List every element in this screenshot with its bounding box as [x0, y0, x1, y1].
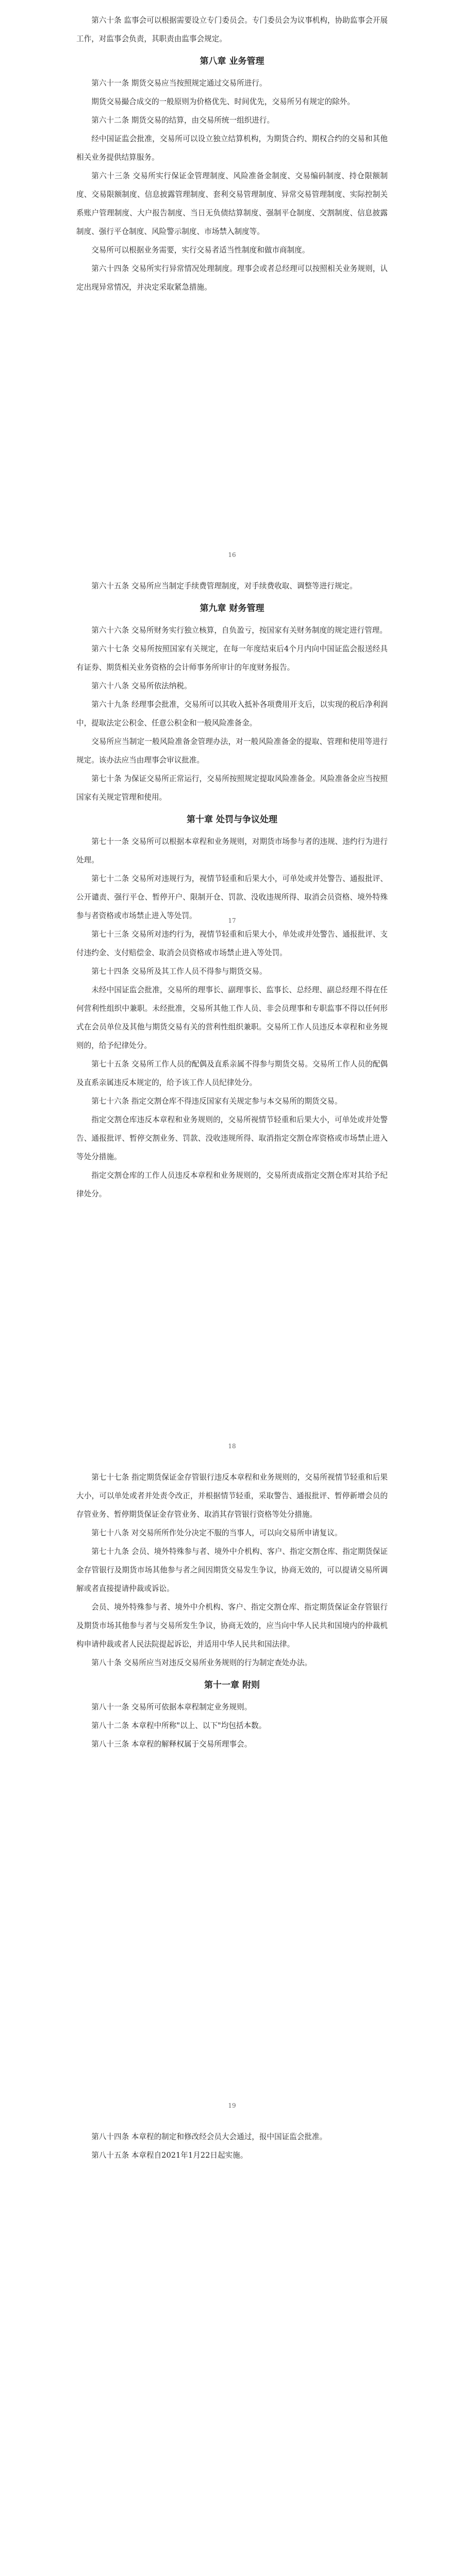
chapter-heading: 第八章 业务管理 — [200, 56, 264, 66]
chapter-heading: 第九章 财务管理 — [200, 603, 264, 614]
article-paragraph: 第八十三条 本章程的解释权属于交易所理事会。 — [91, 1740, 252, 1749]
article-paragraph: 第七十四条 交易所及其工作人员不得参与期货交易。 — [91, 967, 267, 976]
article-paragraph: 交易所应当制定一般风险准备金管理办法，对一般风险准备金的提取、管理和使用等进行规定。该办法应当由理事会审议批准。 — [76, 737, 388, 765]
article-paragraph: 交易所可以根据业务需要，实行交易者适当性制度和做市商制度。 — [91, 246, 310, 255]
article-paragraph: 第八十五条 本章程自2021年1月22日起实施。 — [91, 2151, 248, 2160]
page-4-content — [76, 2128, 388, 2165]
chapter-heading: 第十章 处罚与争议处理 — [187, 815, 277, 825]
article-paragraph: 第六十五条 交易所应当制定手续费管理制度，对手续费收取、调整等进行规定。 — [91, 582, 357, 590]
article-paragraph: 第八十二条 本章程中所称"以上、以下"均包括本数。 — [91, 1721, 267, 1730]
chapter-heading: 第十一章 附则 — [204, 1680, 260, 1690]
article-paragraph: 第八十条 交易所应当对违反交易所业务规则的行为制定查处办法。 — [91, 1658, 312, 1667]
article-paragraph: 第六十四条 交易所实行异常情况处理制度。理事会或者总经理可以按照相关业务规则，认定出现异常情况，并决定采取紧急措施。 — [76, 264, 388, 292]
article-paragraph: 未经中国证监会批准，交易所的理事长、副理事长、监事长、总经理、副总经理不得在任何营利性组织中兼职。未经批准，交易所其他工作人员、非会员理事和专职监事不得以任何形式在会员单位及其他与期货交易有关的营利性组织兼职。交易所工作人员违反本章程和业务规则的，给予纪律处分。 — [76, 986, 388, 1050]
article-paragraph: 期货交易撮合成交的一般原则为价格优先、时间优先，交易所另有规定的除外。 — [91, 97, 355, 106]
article-paragraph: 第六十九条 经理事会批准，交易所可以其收入抵补各项费用开支后，以实现的税后净利润中，提取法定公积金、任意公积金和一般风险准备金。 — [76, 700, 388, 727]
article-paragraph: 第七十六条 指定交割仓库不得违反国家有关规定参与本交易所的期货交易。 — [91, 1097, 342, 1106]
article-paragraph: 第七十二条 交易所对违规行为，视情节轻重和后果大小，可单处或并处警告、通报批评、公开谴责、强行平仓、暂停开户、限制开仓、罚款、没收违规所得、取消会员资格、境外特殊参与者资格或市场禁止进入等处罚。 — [76, 874, 388, 920]
page-3 — [0, 1453, 464, 2112]
article-paragraph: 会员、境外特殊参与者、境外中介机构、客户、指定交割仓库、指定期货保证金存管银行及期货市场其他参与者与交易所发生争议，协商无效的，应当向中华人民共和国境内的仲裁机构申请仲裁或者人民法院提起诉讼，并适用中华人民共和国法律。 — [76, 1603, 388, 1649]
article-paragraph: 第六十七条 交易所按照国家有关规定，在每一年度结束后4个月内向中国证监会报送经具有证券、期货相关业务资格的会计师事务所审计的年度财务报告。 — [76, 645, 388, 672]
article-paragraph: 第六十条 监事会可以根据需要设立专门委员会。专门委员会为议事机构，协助监事会开展工作，对监事会负责，其职责由监事会规定。 — [76, 16, 388, 43]
article-paragraph: 第八十四条 本章程的制定和修改经会员大会通过，报中国证监会批准。 — [91, 2132, 327, 2141]
article-paragraph: 指定交割仓库的工作人员违反本章程和业务规则的，交易所责成指定交割仓库对其给予纪律处分。 — [76, 1171, 388, 1198]
page-number-2: 17 — [228, 917, 236, 924]
article-paragraph: 第六十二条 期货交易的结算，由交易所统一组织进行。 — [91, 116, 275, 125]
page-number-3: 18 — [228, 1443, 236, 1450]
page-number-4: 19 — [228, 2102, 236, 2109]
article-paragraph: 第七十八条 对交易所所作处分决定不服的当事人，可以向交易所申请复议。 — [91, 1529, 342, 1537]
article-paragraph: 第七十九条 会员、境外特殊参与者、境外中介机构、客户、指定交割仓库、指定期货保证金存管银行及期货市场其他参与者之间因期货交易发生争议，协商无效的，可以提请交易所调解或者直接提请仲裁或诉讼。 — [76, 1547, 388, 1593]
article-paragraph: 第六十六条 交易所财务实行独立核算，自负盈亏，按国家有关财务制度的规定进行管理。 — [91, 626, 387, 635]
page-number-1: 16 — [228, 551, 236, 558]
article-paragraph: 第七十一条 交易所可以根据本章程和业务规则，对期货市场参与者的违规、违约行为进行处理。 — [76, 837, 388, 865]
article-paragraph: 指定交割仓库违反本章程和业务规则的，交易所视情节轻重和后果大小，可单处或并处警告、通报批评、暂停交割业务、罚款、没收违规所得、取消指定交割仓库资格或市场禁止进入等处分措施。 — [76, 1115, 388, 1161]
article-paragraph: 第八十一条 交易所可依据本章程制定业务规则。 — [91, 1703, 252, 1711]
article-paragraph: 第六十八条 交易所依法纳税。 — [91, 682, 192, 690]
article-paragraph: 经中国证监会批准，交易所可以设立独立结算机构，为期货合约、期权合约的交易和其他相关业务提供结算服务。 — [76, 134, 388, 162]
page-1-content — [76, 11, 388, 297]
page-1 — [0, 0, 464, 562]
article-paragraph: 第七十五条 交易所工作人员的配偶及直系亲属不得参与期货交易。交易所工作人员的配偶及直系亲属违反本规定的，给予该工作人员纪律处分。 — [76, 1060, 388, 1087]
article-paragraph: 第六十三条 交易所实行保证金管理制度、风险准备金制度、交易编码制度、持仓限额制度、交易限额制度、信息披露管理制度、套利交易管理制度、异常交易管理制度、实际控制关系账户管理制度、大户报告制度、当日无负债结算制度、强制平仓制度、交割制度、信息披露制度、强行平仓制度、风险警示制度、市场禁入制度等。 — [76, 172, 388, 236]
article-paragraph: 第六十一条 期货交易应当按照规定通过交易所进行。 — [91, 79, 267, 88]
article-paragraph: 第七十七条 指定期货保证金存管银行违反本章程和业务规则的，交易所视情节轻重和后果大小，可以单处或者并处责令改正，并根据情节轻重，采取警告、通报批评、暂停新增会员的存管业务、暂停期货保证金存管业务、取消其存管银行资格等处分措施。 — [76, 1473, 388, 1519]
article-paragraph: 第七十条 为保证交易所正常运行，交易所按照规定提取风险准备金。风险准备金应当按照国家有关规定管理和使用。 — [76, 774, 388, 802]
page-2 — [0, 562, 464, 1453]
page-3-content — [76, 1468, 388, 1754]
article-paragraph: 第七十三条 交易所对违约行为，视情节轻重和后果大小，单处或并处警告、通报批评、支付违约金、支付赔偿金、取消会员资格或市场禁止进入等处罚。 — [76, 930, 388, 957]
page-2-content — [76, 577, 388, 1204]
page-4 — [0, 2112, 464, 2576]
